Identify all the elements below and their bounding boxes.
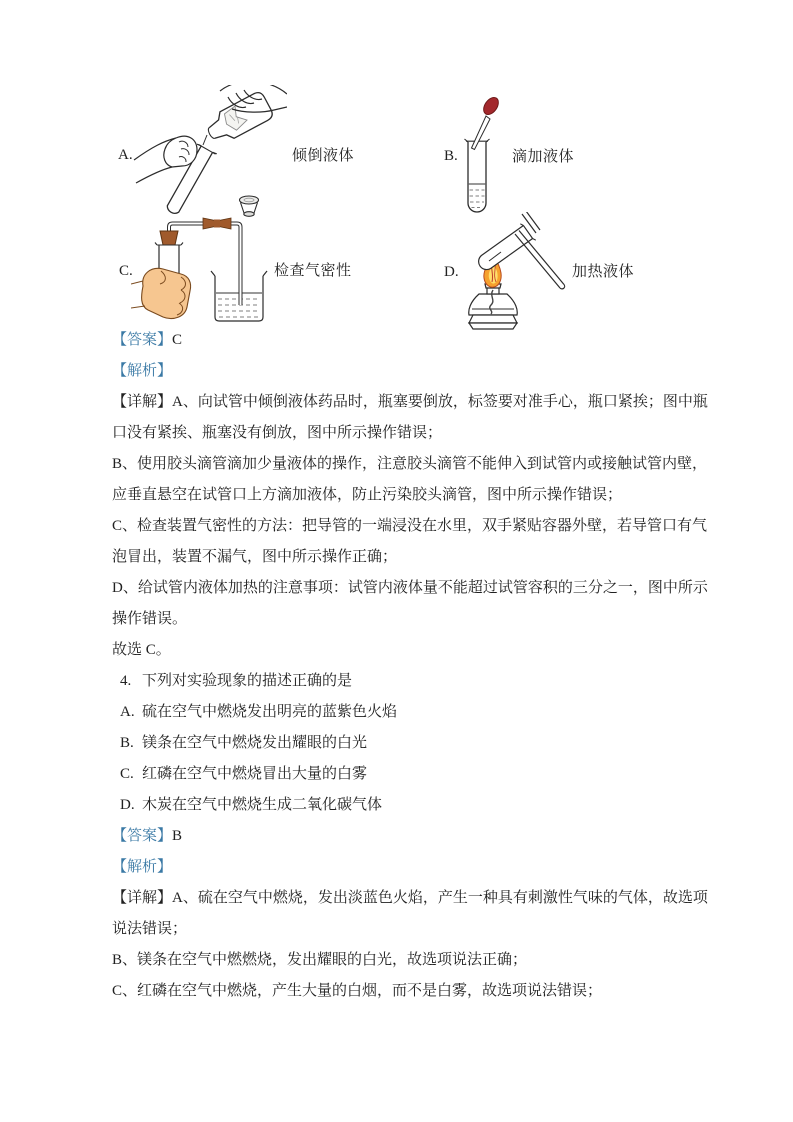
tube-connector-icon [203, 218, 231, 229]
q4-analysis-marker: 【解析】 [112, 859, 173, 875]
drop-liquid-figure [458, 90, 506, 216]
q3-detail-line: B、使用胶头滴管滴加少量液体的操作，注意胶头滴管不能伸入到试管内或接触试管内壁， [112, 456, 708, 472]
figure-option-a-caption: 倾倒液体 [292, 148, 355, 164]
q4-detail-line: B、镁条在空气中燃燃烧，发出耀眼的白光，故选项说法正确； [112, 952, 528, 968]
q4-detail-line: 说法错误； [112, 921, 188, 937]
q4-option-b-key: B. [120, 735, 134, 751]
q3-analysis-line [112, 356, 712, 387]
figure-option-d-key: D. [444, 264, 459, 280]
q3-answer-line [112, 325, 712, 356]
q4-option-c-key: C. [120, 766, 134, 782]
q3-conclusion-line: 故选 C。 [112, 642, 171, 658]
answer-explanation-block [112, 325, 712, 1007]
heat-liquid-figure [456, 212, 581, 334]
q4-answer-value: B [172, 828, 183, 844]
pour-liquid-figure [132, 85, 287, 227]
q3-answer-marker: 【答案】 [112, 332, 173, 348]
q4-option-d-text: 木炭在空气中燃烧生成二氧化碳气体 [142, 797, 383, 813]
q4-option-a-key: A. [120, 704, 135, 720]
q4-stem-text: 下列对实验现象的描述正确的是 [142, 673, 353, 689]
q4-answer-marker: 【答案】 [112, 828, 173, 844]
q3-answer-value: C [172, 332, 183, 348]
q4-option-d [112, 790, 712, 821]
figure-option-c-caption: 检查气密性 [274, 263, 352, 279]
liquid-stream-icon [203, 135, 207, 145]
q4-option-a-text: 硫在空气中燃烧发出明亮的蓝紫色火焰 [142, 704, 398, 720]
q3-detail-line: 应垂直悬空在试管口上方滴加液体，防止污染胶头滴管，图中所示操作错误； [112, 487, 623, 503]
air-tightness-figure [131, 214, 276, 326]
q3-detail-line: C、检查装置气密性的方法：把导管的一端浸没在水里，双手紧贴容器外壁，若导管口有气 [112, 518, 708, 534]
q4-option-a [112, 697, 712, 728]
q3-detail-intro-text: A、向试管中倾倒液体药品时，瓶塞要倒放，标签要对准手心，瓶口紧挨；图中瓶 [172, 394, 708, 410]
figure-option-b-caption: 滴加液体 [512, 149, 575, 165]
q3-detail-line-intro [112, 387, 712, 418]
q4-option-b-text: 镁条在空气中燃烧发出耀眼的白光 [142, 735, 368, 751]
figure-option-c-key: C. [119, 263, 133, 279]
q4-detail-line: C、红磷在空气中燃烧，产生大量的白烟，而不是白雾，故选项说法错误； [112, 983, 603, 999]
q4-answer-line [112, 821, 712, 852]
q4-option-b [112, 728, 712, 759]
q4-analysis-line [112, 852, 712, 883]
q4-option-c [112, 759, 712, 790]
q4-option-c-text: 红磷在空气中燃烧冒出大量的白雾 [142, 766, 368, 782]
fist-icon [131, 268, 191, 318]
q4-stem-line [112, 666, 712, 697]
dropper-bulb-icon [481, 95, 502, 117]
q4-option-d-key: D. [120, 797, 135, 813]
q3-analysis-marker: 【解析】 [112, 363, 173, 379]
figure-option-a-key: A. [118, 147, 133, 163]
rubber-stopper-icon [160, 231, 178, 245]
q3-detail-marker: 【详解】 [112, 394, 173, 410]
test-tube-holder-icon [515, 212, 565, 289]
test-tube-icon [468, 142, 486, 212]
q4-number: 4. [120, 673, 132, 689]
q3-detail-line: D、给试管内液体加热的注意事项：试管内液体量不能超过试管容积的三分之一，图中所示 [112, 580, 708, 596]
q3-detail-line: 操作错误。 [112, 611, 188, 627]
q3-detail-line: 口没有紧挨、瓶塞没有倒放，图中所示操作错误； [112, 425, 443, 441]
q4-detail-line-intro [112, 883, 712, 914]
test-tube-icon [479, 224, 536, 270]
reagent-bottle-icon [203, 90, 275, 147]
figure-option-b-key: B. [444, 148, 458, 164]
figure-option-d-caption: 加热液体 [572, 264, 635, 280]
q4-detail-intro-text: A、硫在空气中燃烧，发出淡蓝色火焰，产生一种具有刺激性气味的气体，故选项 [172, 890, 708, 906]
q3-detail-line: 泡冒出，装置不漏气，图中所示操作正确； [112, 549, 398, 565]
q4-detail-marker: 【详解】 [112, 890, 173, 906]
